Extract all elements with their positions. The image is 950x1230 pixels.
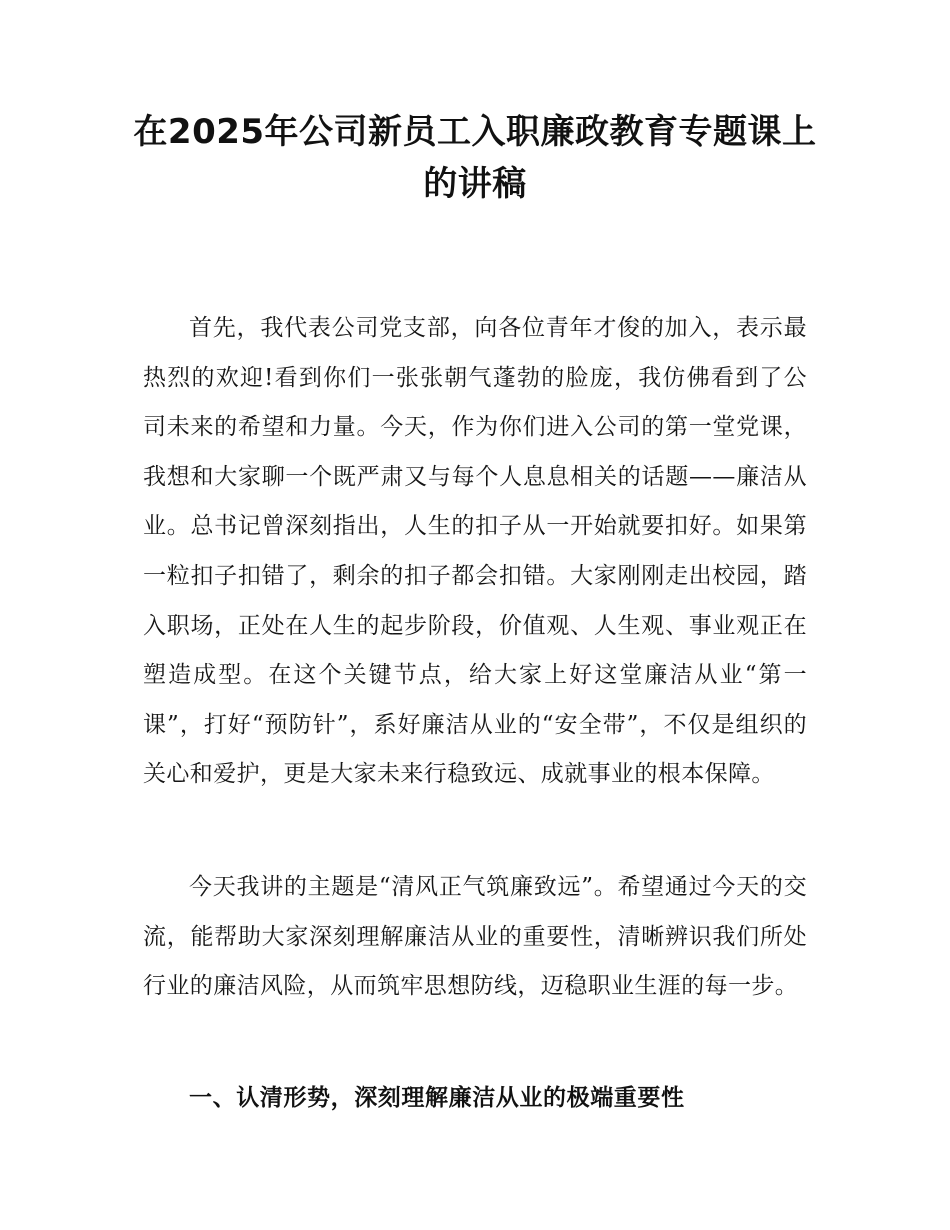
opening-paragraph: 首先，我代表公司党支部，向各位青年才俊的加入，表示最热烈的欢迎!看到你们一张张朝气蓬勃的脸庞，我仿佛看到了公司未来的希望和力量。今天，作为你们进入公司的第一堂党课，我想和大家聊一个既严肃又与每个人息息相关的话题——廉洁从业。总书记曾深刻指出，人生的扣子从一开始就要扣好。如果第一粒扣子扣错了，剩余的扣子都会扣错。大家刚刚走出校园，踏入职场，正处在人生的起步阶段，价值观、人生观、事业观正在塑造成型。在这个关键节点，给大家上好这堂廉洁从业“第一课”，打好“预防针”，系好廉洁从业的“安全带”，不仅是组织的关心和爱护，更是大家未来行稳致远、成就事业的根本保障。 (143, 315, 807, 788)
document-title: 在2025年公司新员工入职廉政教育专题课上的讲稿 (133, 112, 817, 204)
section-heading-1: 一、认清形势，深刻理解廉洁从业的极端重要性 (189, 1085, 685, 1111)
theme-paragraph: 今天我讲的主题是“清风正气筑廉致远”。希望通过今天的交流，能帮助大家深刻理解廉洁从业的重要性，清晰辨识我们所处行业的廉洁风险，从而筑牢思想防线，迈稳职业生涯的每一步。 (143, 874, 807, 1000)
